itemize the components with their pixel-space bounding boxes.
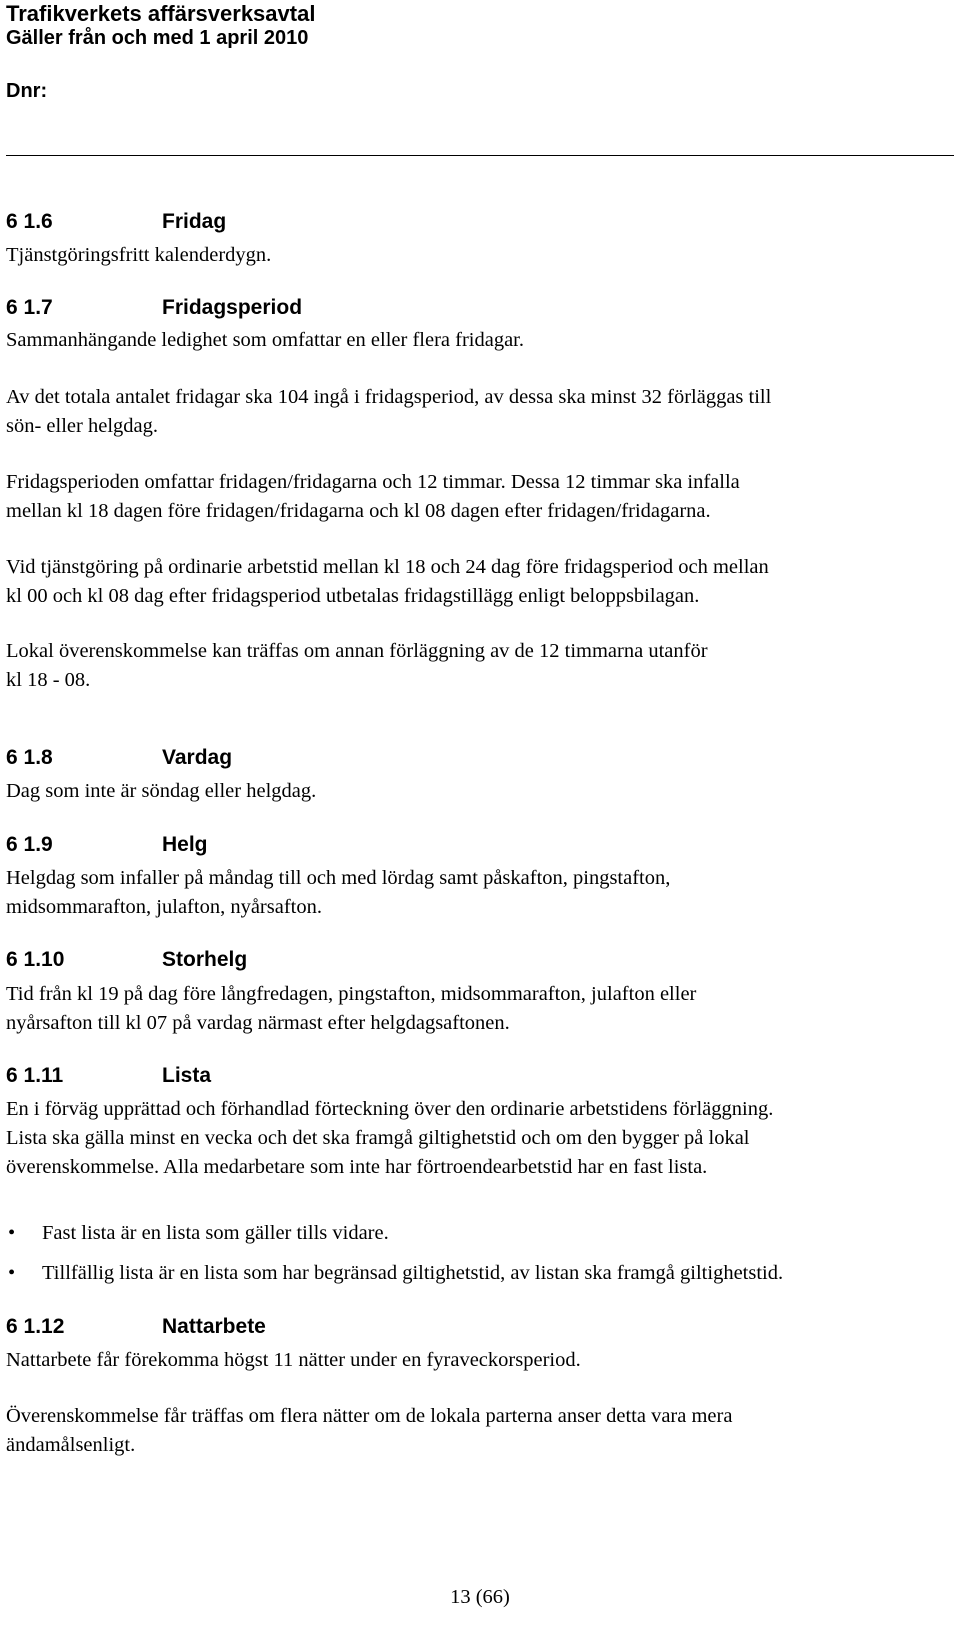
list-item-text: Fast lista är en lista som gäller tills vidare. [42, 1222, 389, 1244]
section-title: Lista [162, 1064, 212, 1087]
text-line: Nattarbete får förekomma högst 11 nätter under en fyraveckorsperiod. [6, 1349, 581, 1371]
paragraph [6, 553, 958, 611]
paragraph [6, 468, 958, 526]
text-line: kl 00 och kl 08 dag efter fridagsperiod utbetalas fridagstillägg enligt beloppsbilagan. [6, 585, 700, 607]
text-line: Lista ska gälla minst en vecka och det ska framgå giltighetstid och om den bygger på lokal [6, 1127, 750, 1149]
text-line: Lokal överenskommelse kan träffas om annan förläggning av de 12 timmarna utanför [6, 640, 708, 662]
diary-number-label: Dnr: [6, 80, 48, 102]
text-line: midsommarafton, julafton, nyårsafton. [6, 896, 322, 918]
text-line: Fridagsperioden omfattar fridagen/fridagarna och 12 timmar. Dessa 12 timmar ska infalla [6, 471, 740, 493]
text-line: kl 18 - 08. [6, 669, 91, 691]
paragraph [6, 864, 958, 922]
section-number: 6 1.12 [6, 1315, 65, 1338]
text-line: Tid från kl 19 på dag före långfredagen, pingstafton, midsommarafton, julafton eller [6, 983, 697, 1005]
list-item-text: Tillfällig lista är en lista som har begränsad giltighetstid, av listan ska framgå giltighetstid. [42, 1262, 784, 1284]
section-title: Fridagsperiod [162, 296, 303, 319]
paragraph [6, 241, 958, 270]
paragraph [6, 777, 958, 806]
header-divider [6, 155, 954, 156]
text-line: ändamålsenligt. [6, 1434, 136, 1456]
paragraph [6, 383, 958, 441]
section-heading-fridag [6, 210, 226, 234]
paragraph [6, 1402, 958, 1460]
section-title: Fridag [162, 210, 227, 233]
paragraph [6, 326, 958, 355]
text-line: En i förväg upprättad och förhandlad förteckning över den ordinarie arbetstidens förläggning. [6, 1098, 774, 1120]
paragraph [6, 1095, 958, 1182]
paragraph [6, 980, 958, 1038]
validity-date: Gäller från och med 1 april 2010 [6, 27, 309, 49]
bullet-icon: • [8, 1262, 16, 1284]
text-line: Vid tjänstgöring på ordinarie arbetstid mellan kl 18 och 24 dag före fridagsperiod och mellan [6, 556, 769, 578]
section-title: Helg [162, 833, 208, 856]
bullet-icon: • [8, 1222, 16, 1244]
text-line: Dag som inte är söndag eller helgdag. [6, 780, 317, 802]
text-line: nyårsafton till kl 07 på vardag närmast efter helgdagsaftonen. [6, 1012, 510, 1034]
section-heading-fridagsperiod [6, 296, 302, 320]
section-heading-vardag [6, 746, 232, 770]
paragraph [6, 1346, 958, 1375]
text-line: Sammanhängande ledighet som omfattar en eller flera fridagar. [6, 329, 524, 351]
section-number: 6 1.8 [6, 746, 53, 769]
section-heading-lista [6, 1064, 211, 1088]
text-line: Helgdag som infaller på måndag till och med lördag samt påskafton, pingstafton, [6, 867, 671, 889]
page-number: 13 (66) [450, 1586, 510, 1608]
section-title: Storhelg [162, 948, 248, 971]
text-line: Överenskommelse får träffas om flera nätter om de lokala parterna anser detta vara mera [6, 1405, 733, 1427]
section-heading-nattarbete [6, 1315, 266, 1339]
section-number: 6 1.10 [6, 948, 65, 971]
text-line: Tjänstgöringsfritt kalenderdygn. [6, 244, 272, 266]
text-line: sön- eller helgdag. [6, 415, 158, 437]
section-title: Vardag [162, 746, 233, 769]
section-title: Nattarbete [162, 1315, 266, 1338]
text-line: överenskommelse. Alla medarbetare som inte har förtroendearbetstid har en fast lista. [6, 1156, 708, 1178]
text-line: mellan kl 18 dagen före fridagen/fridagarna och kl 08 dagen efter fridagen/fridagarna. [6, 500, 711, 522]
section-number: 6 1.6 [6, 210, 53, 233]
section-heading-storhelg [6, 948, 247, 972]
section-heading-helg [6, 833, 208, 857]
section-number: 6 1.9 [6, 833, 53, 856]
document-title: Trafikverkets affärsverksavtal [6, 1, 316, 26]
paragraph [6, 637, 958, 695]
section-number: 6 1.11 [6, 1064, 64, 1087]
section-number: 6 1.7 [6, 296, 53, 319]
text-line: Av det totala antalet fridagar ska 104 ingå i fridagsperiod, av dessa ska minst 32 förläggas till [6, 386, 772, 408]
